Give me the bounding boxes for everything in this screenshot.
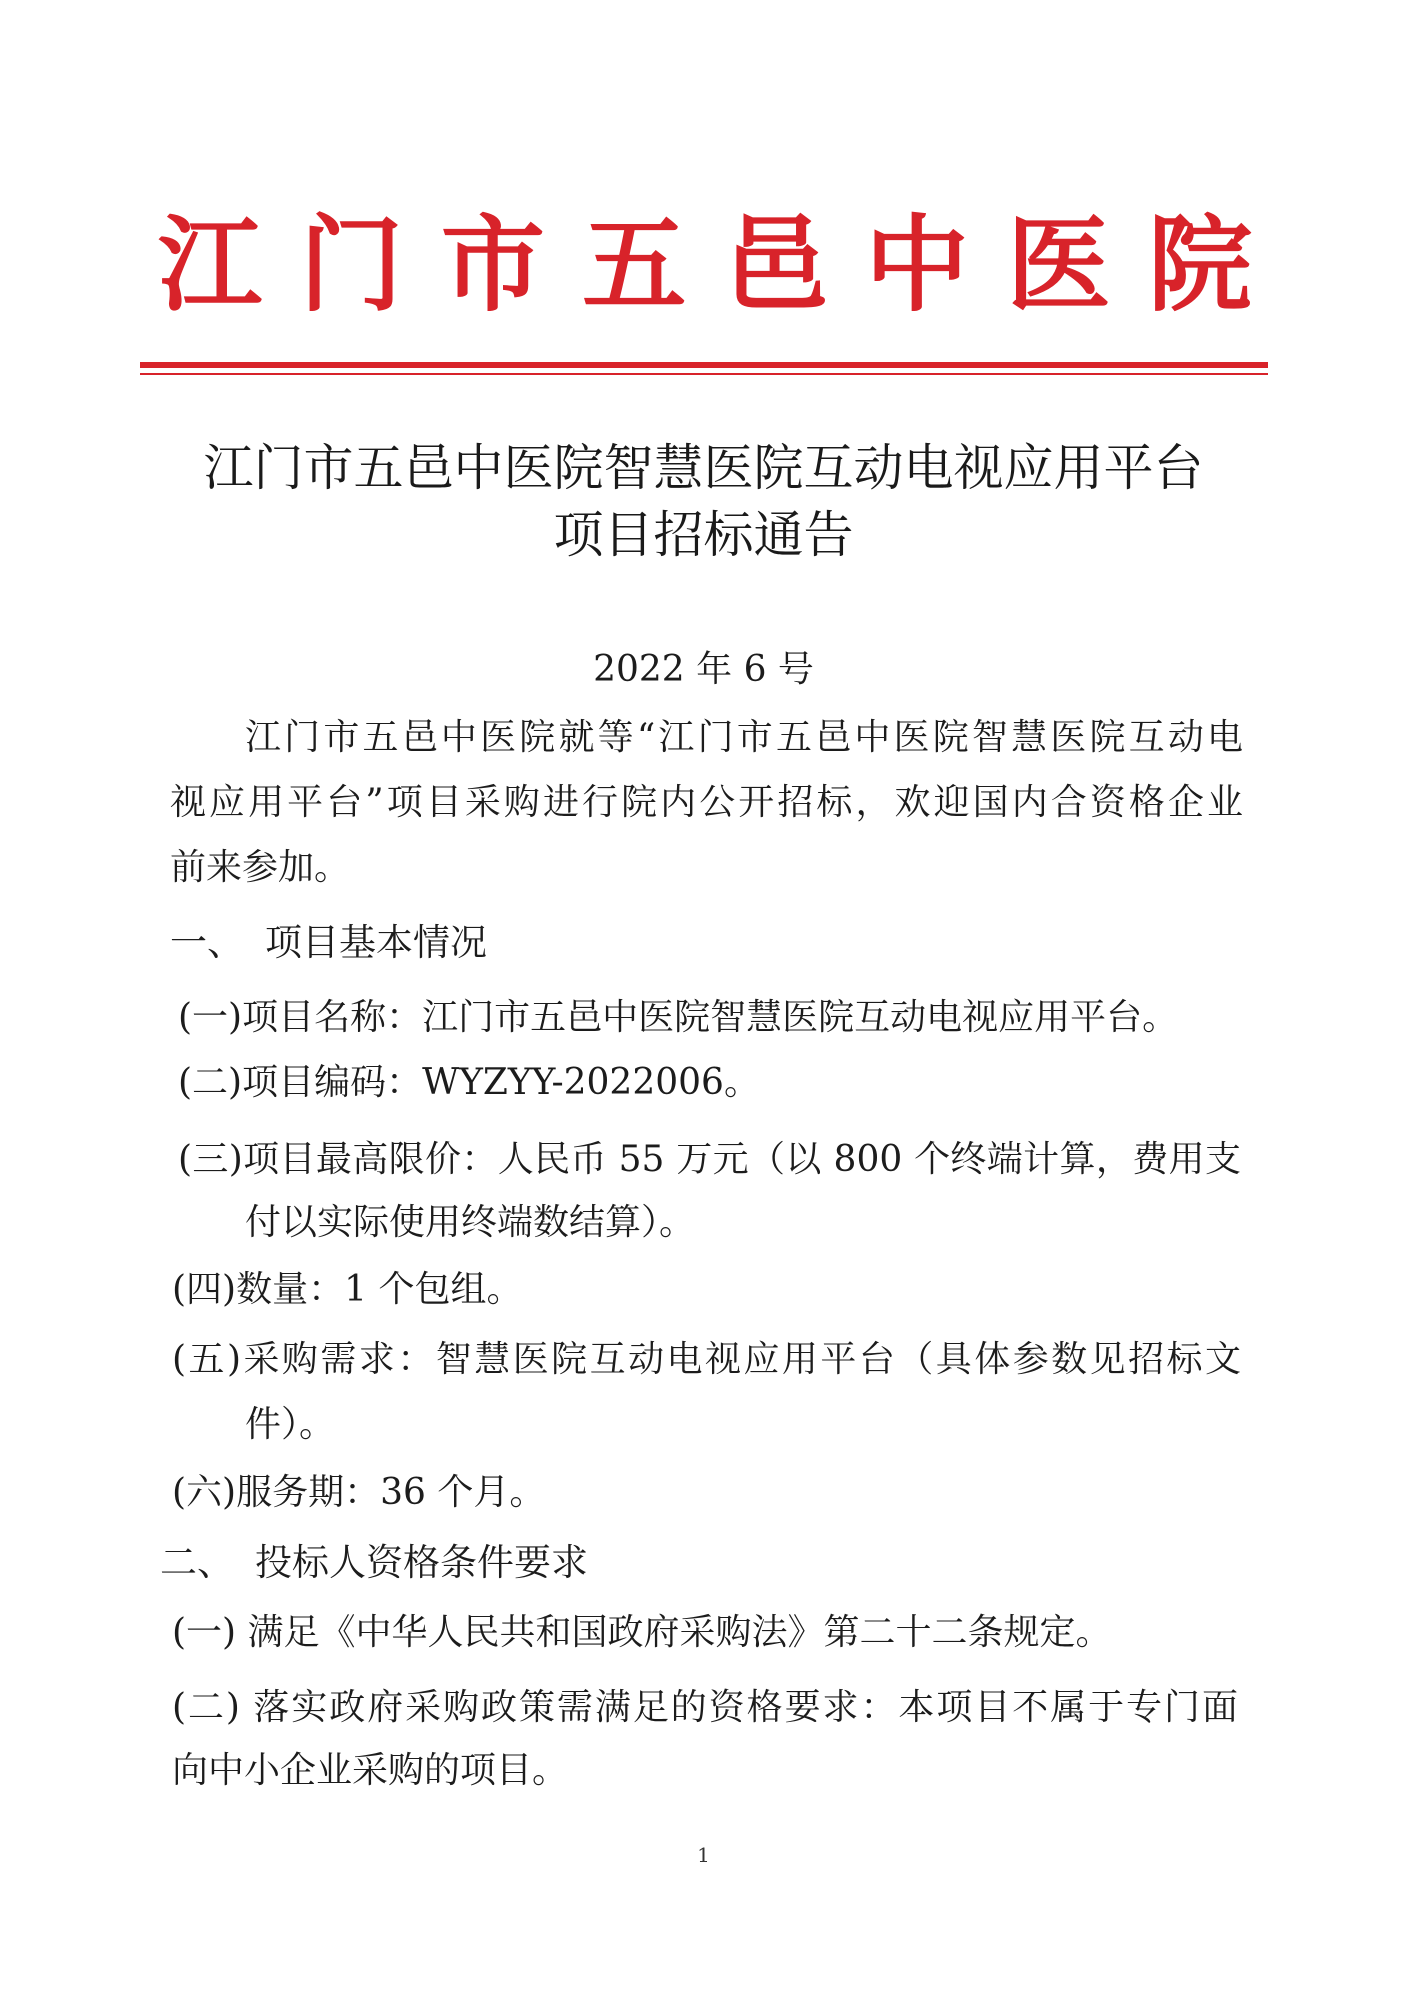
section-1-title: 项目基本情况 bbox=[265, 921, 487, 964]
letterhead-char: 院 bbox=[1147, 203, 1252, 326]
letterhead-char: 中 bbox=[865, 203, 970, 326]
section-1-number: 一、 bbox=[170, 921, 244, 964]
document-number: 2022 年 6 号 bbox=[593, 649, 814, 690]
item-procurement-law: (一) 满足《中华人民共和国政府采购法》第二十二条规定。 bbox=[172, 1612, 1112, 1653]
letterhead-char: 五 bbox=[582, 203, 687, 326]
item-service-period: (六)服务期：36 个月。 bbox=[172, 1472, 546, 1513]
section-2-number: 二、 bbox=[160, 1541, 234, 1584]
letterhead-char: 门 bbox=[299, 203, 404, 326]
page-number: 1 bbox=[697, 1843, 710, 1867]
section-2-title: 投标人资格条件要求 bbox=[255, 1541, 588, 1584]
section-2-heading bbox=[160, 1538, 588, 1588]
item-quantity: (四)数量：1 个包组。 bbox=[172, 1269, 523, 1310]
item-demand-line-1: (五)采购需求：智慧医院互动电视应用平台（具体参数见招标文 bbox=[172, 1339, 1241, 1380]
item-price-line-1: (三)项目最高限价：人民币 55 万元（以 800 个终端计算，费用支 bbox=[178, 1139, 1241, 1180]
intro-line-1: 江门市五邑中医院就等“江门市五邑中医院智慧医院互动电 bbox=[245, 717, 1243, 758]
intro-line-2: 视应用平台”项目采购进行院内公开招标，欢迎国内合资格企业 bbox=[170, 782, 1243, 823]
item-price-line-2: 付以实际使用终端数结算）。 bbox=[245, 1202, 696, 1243]
item-policy-line-2: 向中小企业采购的项目。 bbox=[172, 1750, 569, 1791]
item-project-name: (一)项目名称：江门市五邑中医院智慧医院互动电视应用平台。 bbox=[178, 997, 1179, 1038]
letterhead-char: 邑 bbox=[723, 203, 828, 326]
intro-line-3: 前来参加。 bbox=[170, 847, 351, 888]
section-1-heading bbox=[170, 918, 487, 968]
letterhead-rule-thick bbox=[140, 362, 1268, 368]
letterhead-char: 市 bbox=[440, 203, 545, 326]
item-policy-line-1: (二) 落实政府采购政策需满足的资格要求：本项目不属于专门面 bbox=[172, 1687, 1238, 1728]
item-project-code: (二)项目编码：WYZYY-2022006。 bbox=[178, 1062, 760, 1103]
document-title-line-1: 江门市五邑中医院智慧医院互动电视应用平台 bbox=[203, 439, 1204, 497]
letterhead-char: 江 bbox=[157, 203, 262, 326]
item-demand-line-2: 件）。 bbox=[245, 1404, 336, 1445]
letterhead-char: 医 bbox=[1006, 203, 1111, 326]
document-title-line-2: 项目招标通告 bbox=[553, 506, 854, 564]
letterhead-rule-thin bbox=[140, 373, 1268, 375]
letterhead bbox=[150, 205, 1260, 325]
